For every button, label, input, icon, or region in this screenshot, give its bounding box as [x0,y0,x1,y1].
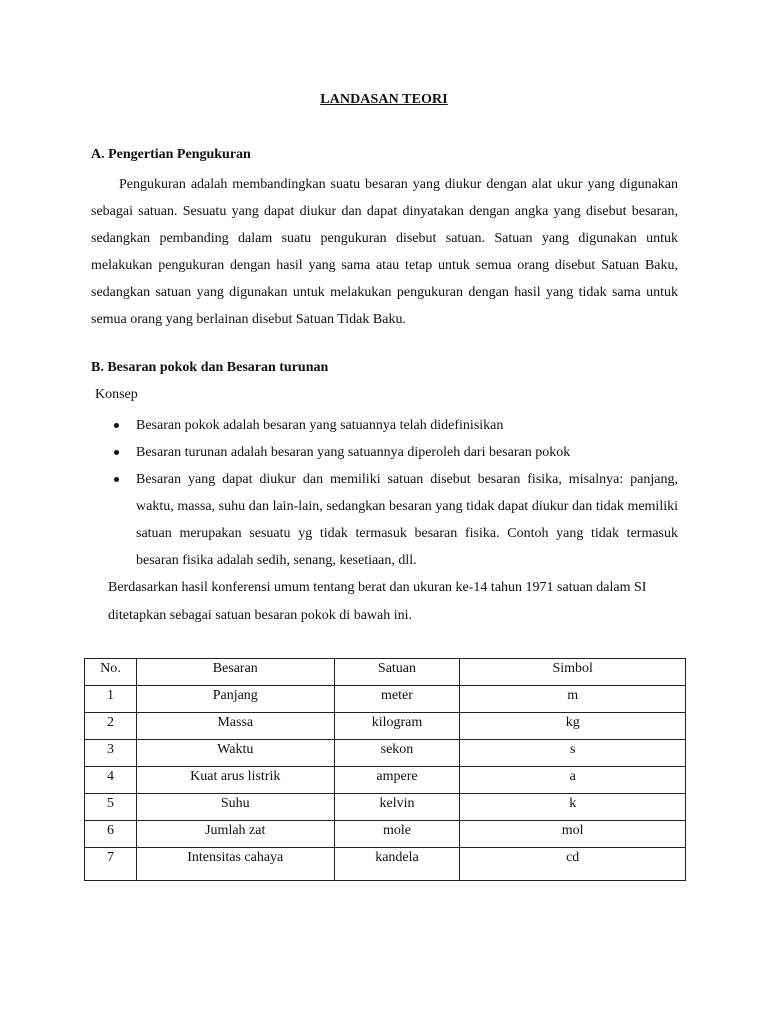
bullet-text: Besaran turunan adalah besaran yang satuannya diperoleh dari besaran pokok [136,445,571,460]
cell-satuan: ampere [334,767,460,794]
column-header-simbol: Simbol [460,659,686,686]
cell-besaran: Massa [136,713,334,740]
cell-satuan: meter [334,686,460,713]
cell-no: 2 [85,713,137,740]
column-header-besaran: Besaran [136,659,334,686]
konsep-bullet-list [110,412,678,574]
cell-no: 6 [85,821,137,848]
cell-simbol: m [460,686,686,713]
cell-besaran: Jumlah zat [136,821,334,848]
page-title: LANDASAN TEORI [320,92,448,107]
cell-no: 5 [85,794,137,821]
cell-satuan: kandela [334,848,460,881]
cell-no: 4 [85,767,137,794]
cell-besaran: Intensitas cahaya [136,848,334,881]
section-a-heading: A. Pengertian Pengukuran [91,147,251,162]
cell-besaran: Suhu [136,794,334,821]
cell-satuan: kilogram [334,713,460,740]
konsep-label: Konsep [95,387,138,402]
bullet-item [110,412,678,439]
bullet-dot-icon [114,450,119,455]
column-header-satuan: Satuan [334,659,460,686]
bullet-dot-icon [114,423,119,428]
cell-simbol: cd [460,848,686,881]
table-row [85,821,686,848]
cell-simbol: kg [460,713,686,740]
table-row [85,848,686,881]
bullet-item [110,466,678,574]
bullet-dot-icon [114,477,119,482]
cell-no: 3 [85,740,137,767]
cell-besaran: Waktu [136,740,334,767]
table-row [85,713,686,740]
section-b-paragraph: Berdasarkan hasil konferensi umum tentang berat dan ukuran ke-14 tahun 1971 satuan dalam SI ditetapkan sebagai satuan besaran pokok di bawah ini. [108,580,647,623]
cell-satuan: kelvin [334,794,460,821]
cell-simbol: k [460,794,686,821]
section-a-paragraph: Pengukuran adalah membandingkan suatu besaran yang diukur dengan alat ukur yang digunakan sebagai satuan. Sesuatu yang dapat diukur dan dapat dinyatakan dengan angka yang disebut besaran, sedangkan pembanding dalam suatu pengukuran disebut satuan. Satuan yang digunakan untuk melakukan pengukuran dengan hasil yang sama atau tetap untuk semua orang disebut Satuan Baku, sedangkan satuan yang digunakan untuk melakukan pengukuran dengan hasil yang tidak sama untuk semua orang yang berlainan disebut Satuan Tidak Baku. [91,177,678,327]
cell-besaran: Kuat arus listrik [136,767,334,794]
section-b-heading: B. Besaran pokok dan Besaran turunan [91,360,329,375]
bullet-item [110,439,678,466]
bullet-text: Besaran pokok adalah besaran yang satuannya telah didefinisikan [136,418,504,433]
table-row [85,767,686,794]
cell-simbol: a [460,767,686,794]
cell-besaran: Panjang [136,686,334,713]
cell-no: 7 [85,848,137,881]
table-row [85,794,686,821]
cell-satuan: mole [334,821,460,848]
column-header-no: No. [85,659,137,686]
si-base-units-table [84,658,686,881]
cell-simbol: mol [460,821,686,848]
cell-satuan: sekon [334,740,460,767]
cell-simbol: s [460,740,686,767]
table-header-row [85,659,686,686]
cell-no: 1 [85,686,137,713]
table-row [85,740,686,767]
table-row [85,686,686,713]
bullet-text: Besaran yang dapat diukur dan memiliki satuan disebut besaran fisika, misalnya: panjang, waktu, massa, suhu dan lain-lain, sedangkan besaran yang tidak dapat diukur dan tidak memiliki satuan merupakan sesuatu yg tidak termasuk besaran fisika. Contoh yang tidak termasuk besaran fisika adalah sedih, senang, kesetiaan, dll. [136,472,678,568]
